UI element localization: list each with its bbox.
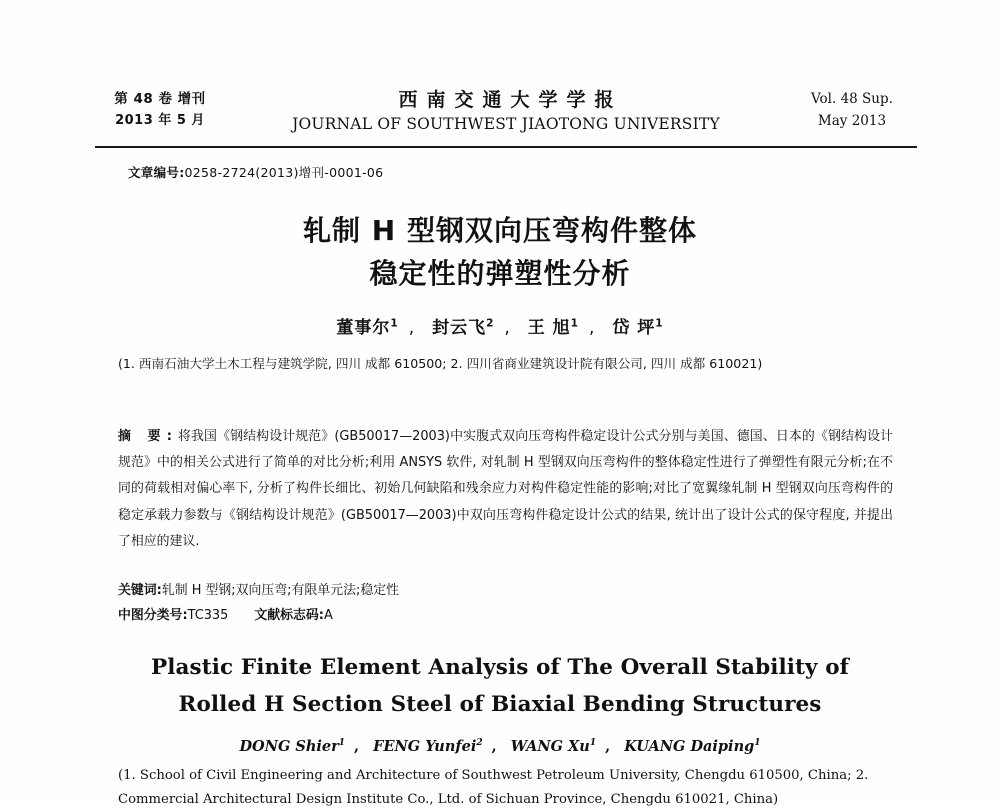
author-en <box>511 738 596 755</box>
page-title-en-line2: Rolled H Section Steel of Biaxial Bending Structures <box>0 687 1000 724</box>
author-cn-affil-mark: 2 <box>486 317 494 329</box>
author-cn-affil-mark: 1 <box>571 317 579 329</box>
masthead-date-en: May 2013 <box>787 110 917 132</box>
author-separator: , <box>399 318 425 338</box>
masthead-volume-cn <box>95 88 225 132</box>
masthead-volume-line-en: Vol. 48 Sup. <box>787 88 917 110</box>
journal-name-cn: 西南交通大学学报 <box>225 88 787 114</box>
affiliation-en-line1: (1. School of Civil Engineering and Architecture of Southwest Petroleum University, Chengdu 610500, China; 2. <box>118 768 868 783</box>
author-en-affil-mark: 1 <box>339 738 345 748</box>
author-en-name: WANG Xu <box>511 738 590 755</box>
document-code-label: 文献标志码: <box>254 608 324 623</box>
author-separator: , <box>483 738 506 755</box>
abstract-text: 将我国《钢结构设计规范》(GB50017—2003)中实腹式双向压弯构件稳定设计公式分别与美国、德国、日本的《钢结构设计规范》中的相关公式进行了简单的对比分析;利用 ANSYS 软件, 对轧制 H 型钢双向压弯构件的整体稳定性进行了弹塑性有限元分析;在不同的荷载相对偏心率下, 分析了构件长细比、初始几何缺陷和残余应力对构件稳定性能的影响;对比了宽翼缘轧制 H 型钢双向压弯构件的稳定承载力参数与《钢结构设计规范》(GB50017—2003)中双向压弯构件稳定设计公式的结果, 统计出了设计公式的保守程度, 并提出了相应的建议. <box>118 429 893 549</box>
keywords-label: 关键词: <box>118 583 162 598</box>
author-separator: , <box>494 318 520 338</box>
author-cn-affil-mark: 1 <box>655 317 663 329</box>
page-title-en-line1: Plastic Finite Element Analysis of The Overall Stability of <box>0 650 1000 687</box>
article-number-value: 0258-2724(2013)增刊-0001-06 <box>185 165 384 180</box>
journal-name-en: JOURNAL OF SOUTHWEST JIAOTONG UNIVERSITY <box>225 114 787 134</box>
author-cn-name: 王 旭 <box>528 318 571 338</box>
classification-line <box>118 603 893 629</box>
masthead <box>95 88 917 134</box>
author-cn <box>612 318 663 338</box>
affiliation-en-line2: Commercial Architectural Design Institute Co., Ltd. of Sichuan Province, Chengdu 610021, China) <box>118 788 891 811</box>
author-en <box>239 738 345 755</box>
masthead-date-cn: 2013 年 5 月 <box>95 110 225 131</box>
page-title-en <box>0 650 1000 724</box>
author-cn <box>432 318 494 338</box>
page-title-cn-line1: 轧制 H 型钢双向压弯构件整体 <box>0 210 1000 253</box>
author-en <box>624 738 760 755</box>
author-en-name: FENG Yunfei <box>373 738 476 755</box>
keywords-cn <box>118 578 893 604</box>
keywords-text: 轧制 H 型钢;双向压弯;有限单元法;稳定性 <box>162 583 399 598</box>
clc-value: TC335 <box>188 608 229 623</box>
page-title-cn-line2: 稳定性的弹塑性分析 <box>0 253 1000 296</box>
author-en-affil-mark: 1 <box>590 738 596 748</box>
author-cn-name: 封云飞 <box>432 318 486 338</box>
author-cn <box>528 318 579 338</box>
author-list-en <box>0 738 1000 755</box>
journal-name <box>225 88 787 134</box>
author-cn-name: 董事尔 <box>336 318 390 338</box>
clc-label: 中图分类号: <box>118 608 188 623</box>
author-cn <box>336 318 398 338</box>
author-cn-affil-mark: 1 <box>390 317 398 329</box>
author-separator: , <box>596 738 619 755</box>
article-number <box>128 163 383 181</box>
author-separator: , <box>345 738 368 755</box>
author-separator: , <box>579 318 605 338</box>
author-list-cn <box>0 313 1000 338</box>
author-en-affil-mark: 2 <box>476 738 482 748</box>
author-en-affil-mark: 1 <box>754 738 760 748</box>
author-en-name: DONG Shier <box>239 738 338 755</box>
abstract-cn <box>118 424 893 555</box>
masthead-volume-en <box>787 88 917 133</box>
article-number-label: 文章编号: <box>128 165 185 180</box>
author-en-name: KUANG Daiping <box>624 738 754 755</box>
masthead-volume-line: 第 48 卷 增刊 <box>95 88 225 110</box>
affiliation-en <box>118 764 891 811</box>
abstract-label: 摘 要: <box>118 429 178 444</box>
author-en <box>373 738 482 755</box>
masthead-divider-rule <box>95 146 917 148</box>
document-code-value: A <box>324 608 333 623</box>
page-title-cn <box>0 210 1000 295</box>
author-cn-name: 岱 坪 <box>612 318 655 338</box>
affiliation-cn: (1. 西南石油大学土木工程与建筑学院, 四川 成都 610500; 2. 四川省商业建筑设计院有限公司, 四川 成都 610021) <box>118 352 890 377</box>
